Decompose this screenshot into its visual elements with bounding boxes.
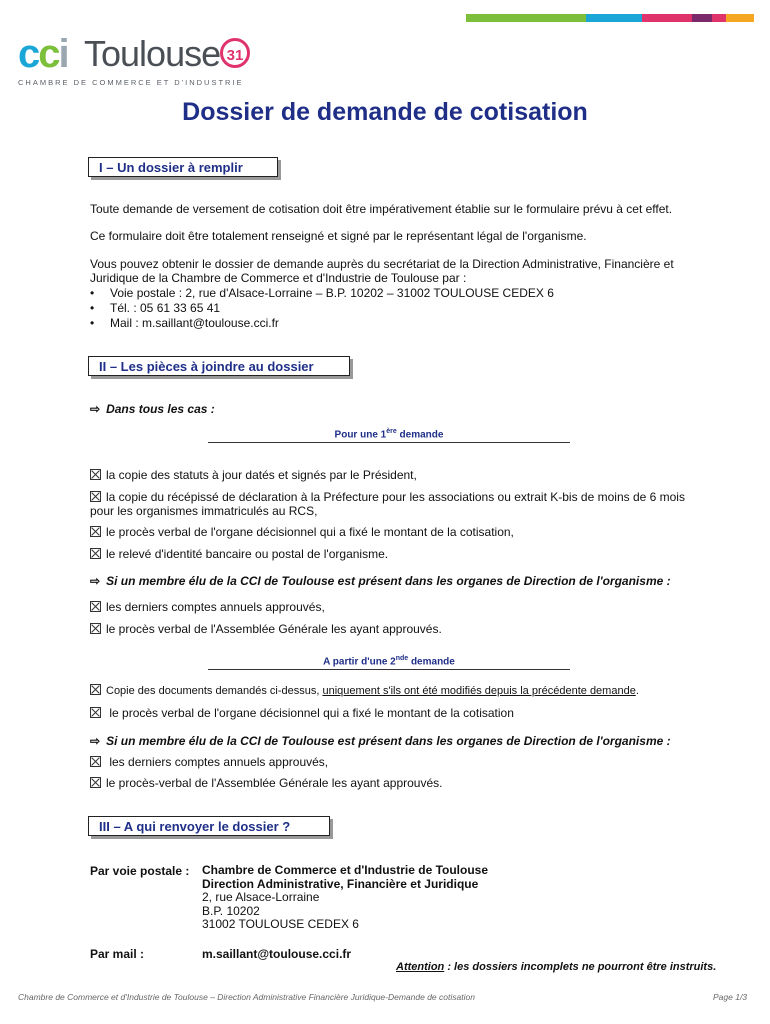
checklist-text: la copie du récépissé de déclaration à la Préfecture pour les associations ou extrait K-bis de moins de 6 mois (106, 490, 685, 504)
cci-logo-mark (18, 34, 68, 74)
checked-box-icon (90, 684, 101, 695)
bullet-icon: • (90, 301, 95, 315)
case-elected-text: Si un membre élu de la CCI de Toulouse est présent dans les organes de Direction de l'organisme : (106, 574, 671, 588)
strip-segment (526, 14, 586, 22)
checklist-text: le procès verbal de l'organe décisionnel qui a fixé le montant de la cotisation, (106, 525, 514, 539)
bullet-text: Tél. : 05 61 33 65 41 (110, 301, 221, 315)
case-all (90, 402, 215, 416)
bullet-text: Mail : m.saillant@toulouse.cci.fr (110, 316, 279, 330)
section-1-paragraph-1: Toute demande de versement de cotisation doit être impérativement établie sur le formulaire prévu à cet effet. (90, 202, 673, 216)
checklist-text: Copie des documents demandés ci-dessus, (106, 685, 323, 697)
list-item (90, 286, 690, 301)
page-number: Page 1/3 (713, 992, 748, 1002)
logo-mark-letter: c (38, 32, 59, 76)
checked-box-icon (90, 601, 101, 612)
bullet-text: Voie postale : 2, rue d'Alsace-Lorraine – B.P. 10202 – 31002 TOULOUSE CEDEX 6 (110, 286, 554, 300)
warning-label: Attention (396, 961, 445, 973)
logo-mark-letter: c (18, 32, 39, 76)
checklist-item (90, 755, 328, 770)
second-request-text: A partir d'une 2 (323, 656, 396, 668)
checklist-text: le procès verbal de l'organe décisionnel qui a fixé le montant de la cotisation (109, 706, 514, 720)
section-1-heading: I – Un dossier à remplir (88, 157, 278, 177)
case-elected-text: Si un membre élu de la CCI de Toulouse est présent dans les organes de Direction de l'organisme : (106, 734, 671, 748)
postal-address (202, 864, 488, 932)
second-request-sup: nde (395, 655, 409, 662)
section-1-paragraph-3a: Vous pouvez obtenir le dossier de demande auprès du secrétariat de la Direction Administrative, Financière et (90, 257, 674, 271)
address-line: B.P. 10202 (202, 903, 260, 918)
logo-badge-31: 31 (220, 38, 250, 68)
strip-segment (586, 14, 642, 22)
checklist-text: les derniers comptes annuels approuvés, (106, 600, 325, 614)
checked-box-icon (90, 756, 101, 767)
address-line: Chambre de Commerce et d'Industrie de Toulouse (202, 863, 489, 877)
checklist-text: le relevé d'identité bancaire ou postal de l'organisme. (106, 547, 389, 561)
header-color-strip (466, 14, 754, 22)
first-request-heading (208, 428, 570, 443)
checklist-item (90, 684, 639, 699)
page-footer: Chambre de Commerce et d'Industrie de Toulouse – Direction Administrative Financière Juridique-Demande de cotisation (18, 992, 475, 1002)
logo-subtitle: CHAMBRE DE COMMERCE ET D'INDUSTRIE (18, 78, 244, 87)
strip-segment (712, 14, 726, 22)
address-line: Direction Administrative, Financière et Juridique (202, 876, 479, 891)
arrow-right-icon: ⇨ (90, 402, 101, 416)
checked-box-icon (90, 707, 101, 718)
second-request-heading (208, 655, 570, 670)
address-line: 31002 TOULOUSE CEDEX 6 (202, 917, 359, 931)
checklist-text: la copie des statuts à jour datés et signés par le Président, (106, 468, 417, 482)
checked-box-icon (90, 548, 101, 559)
checklist-item (90, 622, 442, 637)
address-line: 2, rue Alsace-Lorraine (202, 890, 320, 904)
page-title: Dossier de demande de cotisation (182, 98, 588, 126)
warning-text: : les dossiers incomplets ne pourront être instruits. (444, 961, 717, 973)
checklist-item-continuation: pour les organismes immatriculés au RCS, (90, 504, 318, 518)
strip-segment (466, 14, 526, 22)
checklist-item (90, 525, 514, 540)
list-item (90, 316, 690, 331)
strip-segment (726, 14, 754, 22)
checked-box-icon (90, 469, 101, 480)
bullet-icon: • (90, 286, 95, 300)
checklist-text: les derniers comptes annuels approuvés, (109, 755, 329, 769)
checklist-item (90, 706, 514, 721)
second-request-text-end: demande (408, 656, 455, 668)
arrow-right-icon: ⇨ (90, 734, 101, 748)
incomplete-warning (396, 961, 716, 973)
checklist-text: le procès verbal de l'Assemblée Générale les ayant approuvés. (106, 622, 442, 636)
cci-toulouse-logo (18, 28, 278, 98)
checked-box-icon (90, 526, 101, 537)
checklist-item (90, 468, 417, 483)
mail-value[interactable]: m.saillant@toulouse.cci.fr (202, 947, 352, 961)
case-elected-member (90, 574, 671, 588)
first-request-sup: ère (386, 428, 397, 435)
logo-mark-letter: i (58, 32, 68, 76)
arrow-right-icon: ⇨ (90, 574, 101, 588)
checked-box-icon (90, 623, 101, 634)
section-2-heading: II – Les pièces à joindre au dossier (88, 356, 350, 376)
checklist-item (90, 600, 325, 615)
case-all-text: Dans tous les cas : (106, 402, 215, 416)
checklist-item (90, 490, 685, 505)
mail-label: Par mail : (90, 947, 145, 961)
checked-box-icon (90, 777, 101, 788)
postal-label: Par voie postale : (90, 864, 190, 878)
checklist-text: le procès-verbal de l'Assemblée Générale les ayant approuvés. (106, 776, 443, 790)
checked-box-icon (90, 491, 101, 502)
strip-segment (692, 14, 712, 22)
checklist-text-end: . (635, 685, 639, 697)
section-1-paragraph-3b: Juridique de la Chambre de Commerce et d'Industrie de Toulouse par : (90, 271, 467, 285)
checklist-item (90, 547, 388, 562)
list-item (90, 301, 690, 316)
first-request-text: Pour une 1 (334, 429, 387, 441)
logo-town-name: Toulouse (84, 33, 221, 74)
checklist-item (90, 776, 442, 791)
first-request-text-end: demande (396, 429, 444, 441)
section-3-heading: III – A qui renvoyer le dossier ? (88, 816, 330, 836)
strip-segment (642, 14, 692, 22)
bullet-icon: • (90, 316, 95, 330)
section-1-paragraph-2: Ce formulaire doit être totalement renseigné et signé par le représentant légal de l'organisme. (90, 229, 587, 243)
case-elected-member-2 (90, 734, 671, 748)
checklist-underlined-text: uniquement s'ils ont été modifiés depuis la précédente demande (322, 685, 636, 697)
